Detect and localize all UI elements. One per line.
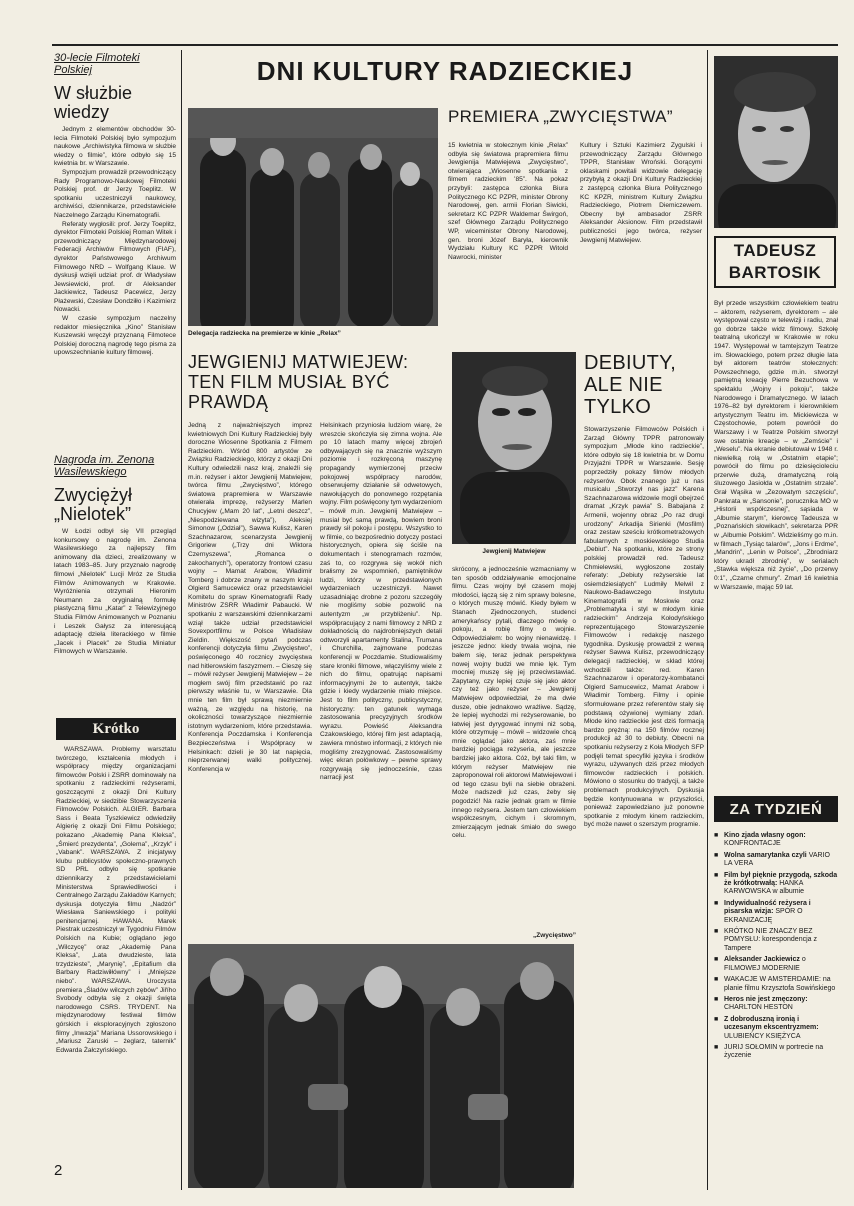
page-number: 2	[54, 1162, 63, 1179]
kicker-nagroda: Nagroda im. Zenona Wasilewskiego	[54, 454, 155, 478]
article-premiera-col2: Kultury i Sztuki Kazimierz Żygulski i przewodniczący Zarządu Głównego TPPR, Stanisław Wroński. Gorącymi oklaskami powitali widzowie delegację przybyłą z okazji Dni Kultury Radzieckiej z zastępcą członka Biura Politycznego KC KPZR, ministrem Kultury Związku Radzieckiego, Piotrem Diemiczewem. Obecny był ambasador ZSRR Aleksander Aksionow. Film przedstawił publiczności jego twórca, reżyser Jewgienij Matwiejew.	[580, 142, 702, 244]
banner-title: DNI KULTURY RADZIECKIEJ	[256, 56, 634, 86]
photo-matwiejew-caption: Jewgienij Matwiejew	[482, 548, 546, 555]
za-tydzien-item: ■ JURIJ SOŁOMIN w portrecie na życzenie	[714, 1044, 838, 1061]
bartosik-last-name: BARTOSIK	[728, 263, 822, 282]
za-tydzien-item: ■ Indywidualność reżysera i pisarska wizja: SPÓR O EKRANIZACJĘ	[714, 900, 838, 925]
za-tydzien-item: ■ WAKACJE W AMSTERDAMIE: na planie filmu Krzysztofa Sowińskiego	[714, 976, 838, 993]
za-tydzien-item: ■ Kino zjada własny ogon: KONFRONTACJE	[714, 832, 838, 849]
krotko-header: Krótko	[56, 718, 176, 740]
paragraph: Jednym z elementów obchodów 30-lecia Filmoteki Polskiej było sympozjum naukowe „Archiwistyka filmowa w służbie wiedzy o filmie”, które odbyło się 15 kwietnia br. w Warszawie.	[54, 126, 176, 168]
article-matwiejew-col2: Helsinkach przyniosła ludziom wiarę, że wreszcie skończyła się zimna wojna. Ale po 10 latach mamy więcej zbrojeń odbywających się na znacznie wyższym poziomie i rozkręconą maszynę propagandy wymierzonej przeciw pokojowej współpracy narodów, obserwujemy działanie sił odwetowych, nawołujących do ponownego rozpętania wojny. Film poświęcony tym wydarzeniom – mówił m.in. Jewgienij Matwiejew – musiał być samą prawdą, bowiem broni prawdy sił pokoju i postępu. Wszystko to w filmie, co bezpośrednio dotyczy postaci historycznych, opiera się ściśle na dokumentach i stenogramach rozmów, zaś to, co rozgrywa się wokół nich brałismy ze wspomnień, pamiętników ludzi, którzy w przedstawionych wydarzeniach uczestniczyli. Nawet uzasadniając drobne z pozoru szczegóły nie mogliśmy sobie pozwolić na autentyzm „w przybliżeniu”. Np. współpracujący z nami filmowcy z NRD z dokładnością do najdrobniejszych detali odtworzyli apartamenty Stalina, Trumana i Churchilla, zajmowane podczas konferencji w Poczdamie. Studiowaliśmy stare kroniki filmowe, włączyliśmy wiele z nich do filmu, opatrując napisami informacyjnymi że to autentyk, także gdzie i kiedy wydarzenie miało miejsce. Jest to film polityczny, publicystyczny, historyczny: ten gatunek wymaga zastosowania precyzyjnych środków wyrazu. Powieść Aleksandra Czakowskiego, której film jest adaptacją, zawiera mnóstwo informacji, z których nie mogliśmy zrezygnować. Zastosowaliśmy więc ekran połówkowy – pewne sprawy rozgrywają się jednocześnie, czas narracji jest	[320, 422, 442, 782]
article-matwiejew-col3: skrócony, a jednocześnie wzmacniamy w ten sposób oddziaływanie emocjonalne filmu. Czas wojny był czasem mojej młodości, łączą się z nim sprawy bolesne, o których muszę mówić. Kiedy byłem w Stanach Zjednoczonych, studenci amerykańscy pytali, dlaczego mówię o pokoju, a robię filmy o wojnie. Odpowiedziałem: bo wojny nienawidzę. I jeszcze jedno: kiedy trwała wojna, nie bałem się, teraz jednak perspektywa nowej wojny budzi we mnie lęk. Tym mocniej muszę się jej przeciwstawiać. Zapytany, czy lepiej czuje się jako aktor czy też jako reżyser – Jewgienij Matwiejew odpowiedział, że ma dwie dusze, obie jednakowo wrażliwe. Sądzę, że lepiej wychodzi mi reżyserowanie, bo łatwiej jest dyrygować innymi niż sobą, które otrzymuję – mówił – widzowie chcą mnie oglądać jako aktora, zaś mnie bardziej pociąga reżyseria, ale jeszcze bardziej jako aktora. Cóż, był taki film, w którym reżyser Matwiejew nie zaproponował roli aktorowi Matwiejewowi i od tego czasu byli na siebie obrażeni. Może nadszedł już czas, żeby się pogodzić! Na razie jednak gram w filmie innego reżysera. Jestem tam człowiekiem współczesnym, cichym i skromnym, zmierzającym jednak śmiało do swego celu.	[452, 566, 576, 840]
headline-matwiejew: JEWGIENIJ MATWIEJEW: TEN FILM MUSIAŁ BYĆ PRAWDĄ	[188, 352, 409, 412]
article-debiuty: Stowarzyszenie Filmowców Polskich i Zarząd Główny TPPR patronowały sympozjum „Młode kino radzieckie”, które odbyło się 18 kwietnia br. w Domu Przyjaźni TPPR w Warszawie. Sesję poprzedziły pokazy filmów młodych reżyserów. Obok znanego już u nas musicalu „Stworzył nas jazz” Karena Szachnazarowa widzowie mogli obejrzeć dramat „Krzyk pawia” S. Babajana z Armenii, wojenny obraz „Po raz drugi urodzony” Arkadija Sirienki (Mosfilm) oraz zestaw sześciu krótkometrażowych fabularnych z moskiewskiego Studia „Debiut”. Na spotkaniu, które ze strony polskiej prowadził red. Tadeusz Chmielewski, wygłoszone zostały referaty: „Debiuty reżyserskie lat osiemdziesiątych” Ludmiły Melwil z Naukowo-Badawczego Instytutu Kinematografii w Moskwie oraz „Problematyka i styl w młodym kinie radzieckim” Andrzeja Kołodyńskiego reprezentującego Stowarzyszenie Filmowców i redakcję naszego tygodnika. Dyskusję prowadził z werwą reżyser Sawwa Kulisz, przewodniczący delegacji radzieckiej, w skład której wchodzili także: red. Karen Szachnazarow i operatorzy-kombatanci Olgierd Samucewicz, Mamat Arabow i Władimir Tomberg. Filmy i opinie sformułowane przez referentów stały się podstawą ożywionej wymiany zdań. Młode kino radzieckie jest dziś formacją bardzo prężną: na 150 filmów rocznej produkcji aż 30 to debiuty. Obecni na spotkaniu reżyserzy z Koła Młodych SFP podjęli temat specyfiki języka i środków wyrazu, używanych dziś przez młodych filmowców radzieckich i polskich. Mówiono o stosunku do tradycji, a także problemach produkcyjnych. Dyskusja będzie kontynuowana w przyszłości, ponieważ zapowiedziano już ponowne spotkanie z młodym kinem radzieckim, być może nawet o szerszym programie.	[584, 426, 704, 829]
za-tydzien-item: ■ KRÓTKO NIE ZNACZY BEZ POMYSŁU: korespondencja z Tampere	[714, 928, 838, 953]
left-column	[54, 52, 176, 698]
za-tydzien-list	[714, 832, 838, 1064]
photo-zwyciestwo-caption: „Zwycięstwo”	[533, 932, 576, 939]
photo-delegation-caption: Delegacja radziecka na premierze w kinie „Relax”	[188, 330, 341, 337]
za-tydzien-item: ■ Aleksander Jackiewicz o FILMOWEJ MODERNIE	[714, 956, 838, 973]
bartosik-name-box	[714, 236, 836, 288]
headline-zwyciezyl-nielotek: Zwyciężył „Nielotek”	[54, 485, 133, 524]
za-tydzien-item: ■ Heros nie jest zmęczony: CHARLTON HESTON	[714, 996, 838, 1013]
photo-bartosik-portrait	[714, 56, 838, 228]
article-zwyciezyl-nielotek	[54, 528, 176, 698]
paragraph: Sympozjum prowadził przewodniczący Rady Programowo-Naukowej Filmoteki Polskiej prof. dr Jerzy Toeplitz. W spotkaniu uczestniczyli naukowcy, archiwiści, dziennikarze, przedstawiciele Naczelnego Zarządu Kinematografii.	[54, 168, 176, 219]
za-tydzien-header: ZA TYDZIEŃ	[714, 796, 838, 822]
headline-w-sluzbie-wiedzy: W służbie wiedzy	[54, 83, 133, 122]
kicker-filmoteka: 30-lecie Filmoteki Polskiej	[54, 52, 140, 76]
za-tydzien-item: ■ Wolna samarytanka czyli VARIO LA VERA	[714, 852, 838, 869]
headline-premiera: PREMIERA „ZWYCIĘSTWA”	[448, 107, 673, 126]
article-premiera-col1: 15 kwietnia w stołecznym kinie „Relax” odbyła się światowa prapremiera filmu Jewgienija Matwiejewa „Zwycięstwo”, otwierająca „Wiosenne spotkania z filmem radzieckim ’85”. Na pokaz przybyli: zastępca członka Biura Politycznego KC PZPR, minister Obrony Narodowej, gen. armii Florian Siwicki, sekretarz KC PZPR Waldemar Świrgoń, szef Głównego Zarządu Politycznego WP, wiceminister Obrony Narodowej, gen. broni Józef Baryła, kierownik Wydziału Kultury KC PZPR Witold Nawrocki, minister	[448, 142, 568, 261]
headline-debiuty: DEBIUTY, ALE NIE TYLKO	[584, 352, 677, 418]
column-rule-left	[181, 50, 182, 1190]
za-tydzien-item: ■ Z dobroduszną ironią i uczesanym ekscentryzmem: ULUBIEŃCY KSIĘŻYCA	[714, 1016, 838, 1041]
article-bartosik: Był przede wszystkim człowiekiem teatru – aktorem, reżyserem, dyrektorem – ale występował często w telewizji i radiu, znał go dobrze także widz filmowy. Szkołę teatralną ukończył w Krakowie w roku 1947. Występował w tamtejszym Teatrze im. Słowackiego, potem przez długie lata był aktorem teatrów stołecznych: Powszechnego, gdzie m.in. stworzył pamiętną kreację Pierre Bezuchowa w spektaklu „Wojny i pokoju”, także Narodowego i Dramatycznego. W latach 1976–82 był dyrektorem i kierownikiem artystycznym Teatru im. Mickiewicza w Częstochowie, potem powrócił do Warszawy i w Teatrze Polskim stworzył swe ostatnie kreacje – w „Zemście” i „Weselu”. Na ekranie debiutował w 1948 r. niewielką rolą w „Ostatnim etapie”; powrócił do filmu po dziesięcioleciu przerwie dużą, dramatyczną rolą śluzowego Jasiołda w „Ostatnim strzale”. Grał Wąsika w „Zezowatym szczęściu”, Pankrata w „Sansonie”, porucznika MO w „Historii współczesnej”, sąsiada w „Albumie starym”, kierowcę Tadeusza w „Poznańskich słowikach”, sekretarza PPR w „Albumie Polskim”. Widzieliśmy go m.in. w filmach „Tysiąc talarów”, „Jons i Erdme”, „Mandrin”, „Lenin w Polsce”, „Zbrodniarz który ukradł zbrodnię”, w serialach „Stawka większa niż życie”, „Do przerwy 0:1”, „Czarne chmury”. Zmarł 16 kwietnia w Warszawie, mając 59 lat.	[714, 300, 838, 591]
paragraph: W Łodzi odbył się VII przegląd konkursowy o nagrodę im. Zenona Wasilewskiego za najlepszy film animowany dla dzieci, zrealizowany w latach 1983–85. Jury przyznało nagrodę filmowi „Nielotek” Lucji Mróz ze Studia Filmów Animowanych w Krakowie. Wyróżnienia otrzymali Hieronim Neumann za oryginalną formułę plastyczną filmu „Katar” z Telewizyjnego Studia Filmów Animowanych w Poznaniu i Leszek Gałysz za interesującą adaptację dzieła literackiego w filmie „Jacek i Placek” ze Studia Miniatur Filmowych w Warszawie.	[54, 528, 176, 656]
photo-matwiejew-portrait	[452, 352, 576, 544]
krotko-body	[56, 746, 176, 1186]
paragraph: Referaty wygłosili: prof. Jerzy Toeplitz, dyrektor Filmoteki Polskiej Roman Witek i przewodniczący Międzynarodowej Federacji Archiwów Filmowych (FIAF), dyrektor Państwowego Archiwum Filmowego NRD – Wolfgang Klaue. W dyskusji wzięli udział: prof. dr Władysław Jewsiewicki, prof. dr Aleksander Jackiewicz, Tadeusz Pacewicz, Jerzy Płażewski, Czesław Dondziłło i Kazimierz Nowacki.	[54, 220, 176, 314]
column-rule-right	[707, 50, 708, 1190]
photo-delegation	[188, 108, 438, 326]
top-rule	[52, 44, 838, 46]
paragraph: W czasie sympozjum naczelny redaktor miesięcznika „Kino” Stanisław Kuszewski wręczył przyznaną Filmotece Polskiej doroczną nagrodę tego pisma za upowszechnianie kultury filmowej.	[54, 315, 176, 357]
article-w-sluzbie-wiedzy	[54, 126, 176, 444]
photo-zwyciestwo-still	[188, 944, 574, 1188]
article-matwiejew-col1: Jedną z najważniejszych imprez kwietniowych Dni Kultury Radzieckiej były doroczne Wiosenne Spotkania z Filmem Radzieckim. Wśród 800 artystów ze Związku Radzieckiego, którzy z okazji Dni Kultury odwiedzili nasz kraj, znaleźli się m.in. reżyser i aktor Jewgienij Matwiejew, twórca filmu „Zwycięstwo”, którego światowa prapremiera w Warszawie otwierała imprezę, reżyserzy Marlen Chucyjew („Mam 20 lat”, „Letni deszcz”, „Niespodziewana wizyta”), Aleksiej Simonow („Odział”), Sawwa Kulisz, Karen Szachnazarow, scenarzysta Jewgienij Grigoriew („Trzy dni Wiktora Czernyszewa”, „Romanca o zakochanych”), operatorzy frontowi czasu wojny – Mamat Arabow, Władimir Tomberg i dobrze znany w naszym kraju Olgierd Samucewicz oraz przedstawiciel Komitetu do spraw Kinematografii Rady Ministrów ZSRR Władimir Pabaucki. W spotkaniu z warszawskimi dziennikarzami wziął także udział przedstawiciel Sovexportfilmu w Polsce Władisław Zieldin. Większość pytań podczas konferencji dotyczyła filmu „Zwycięstwo”, poświęconego 40 rocznicy zwycięstwa nad hitlerowskim faszyzmem. – Cieszę się – mówił reżyser Jewgienij Matwiejew – że mogłem swój film przedstawić po raz pierwszy właśnie tu, w Warszawie. Dla mnie ten film był sprawą niezmiernie ważną, ze względu na historię, na okoliczności towarzyszące niezmiernie istotnym wydarzeniom, które przedstawia. Konferencja Poczdamska i Konferencja Bezpieczeństwa i Współpracy w Helsinkach: dzieli je 30 lat napięcia, nieprzerwanej walki politycznej. Konferencja w	[188, 422, 312, 773]
bartosik-first-name: TADEUSZ	[733, 241, 817, 260]
za-tydzien-item: ■ Film był pięknie przygodą, szkoda że krótkotrwałą: HANKA KARWOWSKA w albumie	[714, 872, 838, 897]
paragraph: WARSZAWA. Problemy warsztatu twórczego, kształcenia młodych i współpracy między organizacjami filmowców Polski i ZSRR dominowały na spotkaniu z radzieckimi reżyserami, goszczącymi z okazji Dni Kultury Radzieckiej, w siedzibie Stowarzyszenia Filmowców Polskich. ALGIER. Barbara Sass i Beata Tyszkiewicz odwiedziły Algierię z okazji Dni Filmu Polskiego; pokazano „Akademię Pana Kleksa”, „Śmierć prezydenta”, „Golema”, „Krzyk” i „Vabank”. WARSZAWA. Z inicjatywy klubu publicystów społeczno-prawnych SD PRL odbyło się spotkanie dziennikarzy z przedstawicielami Ministerstwa Sprawiedliwości i Centralnego Zarządu Zakładów Karnych; dyskusja dotyczyła filmu „Nadzór” Wiesława Saniewskiego i polityki penitencjarnej. HAWANA. Marek Piestrak uczestniczył w Tygodniu Filmów Polskich na Kubie; oglądano jego „Wilczycę” oraz „Akademię Pana Kleksa”, „Lata dwudzieste, lata trzydzieste”, „Marynię”, „Epitafium dla Barbary Radziwiłłówny” i „Mniejsze niebo”. WARSZAWA. Uroczysta premiera „Śladów wilczych zębów” Jiřího Svobody odbyła się z okazji święta narodowego CSRS. TRYDENT. Na międzynarodowy festiwal filmów górskich i eksploracyjnych zgłoszono filmy „Inwazja” Mariana Ussorowskiego i „Mariusz Zaruski – żeglarz, taternik” Edwarda Żałczyńskiego.	[56, 746, 176, 1054]
